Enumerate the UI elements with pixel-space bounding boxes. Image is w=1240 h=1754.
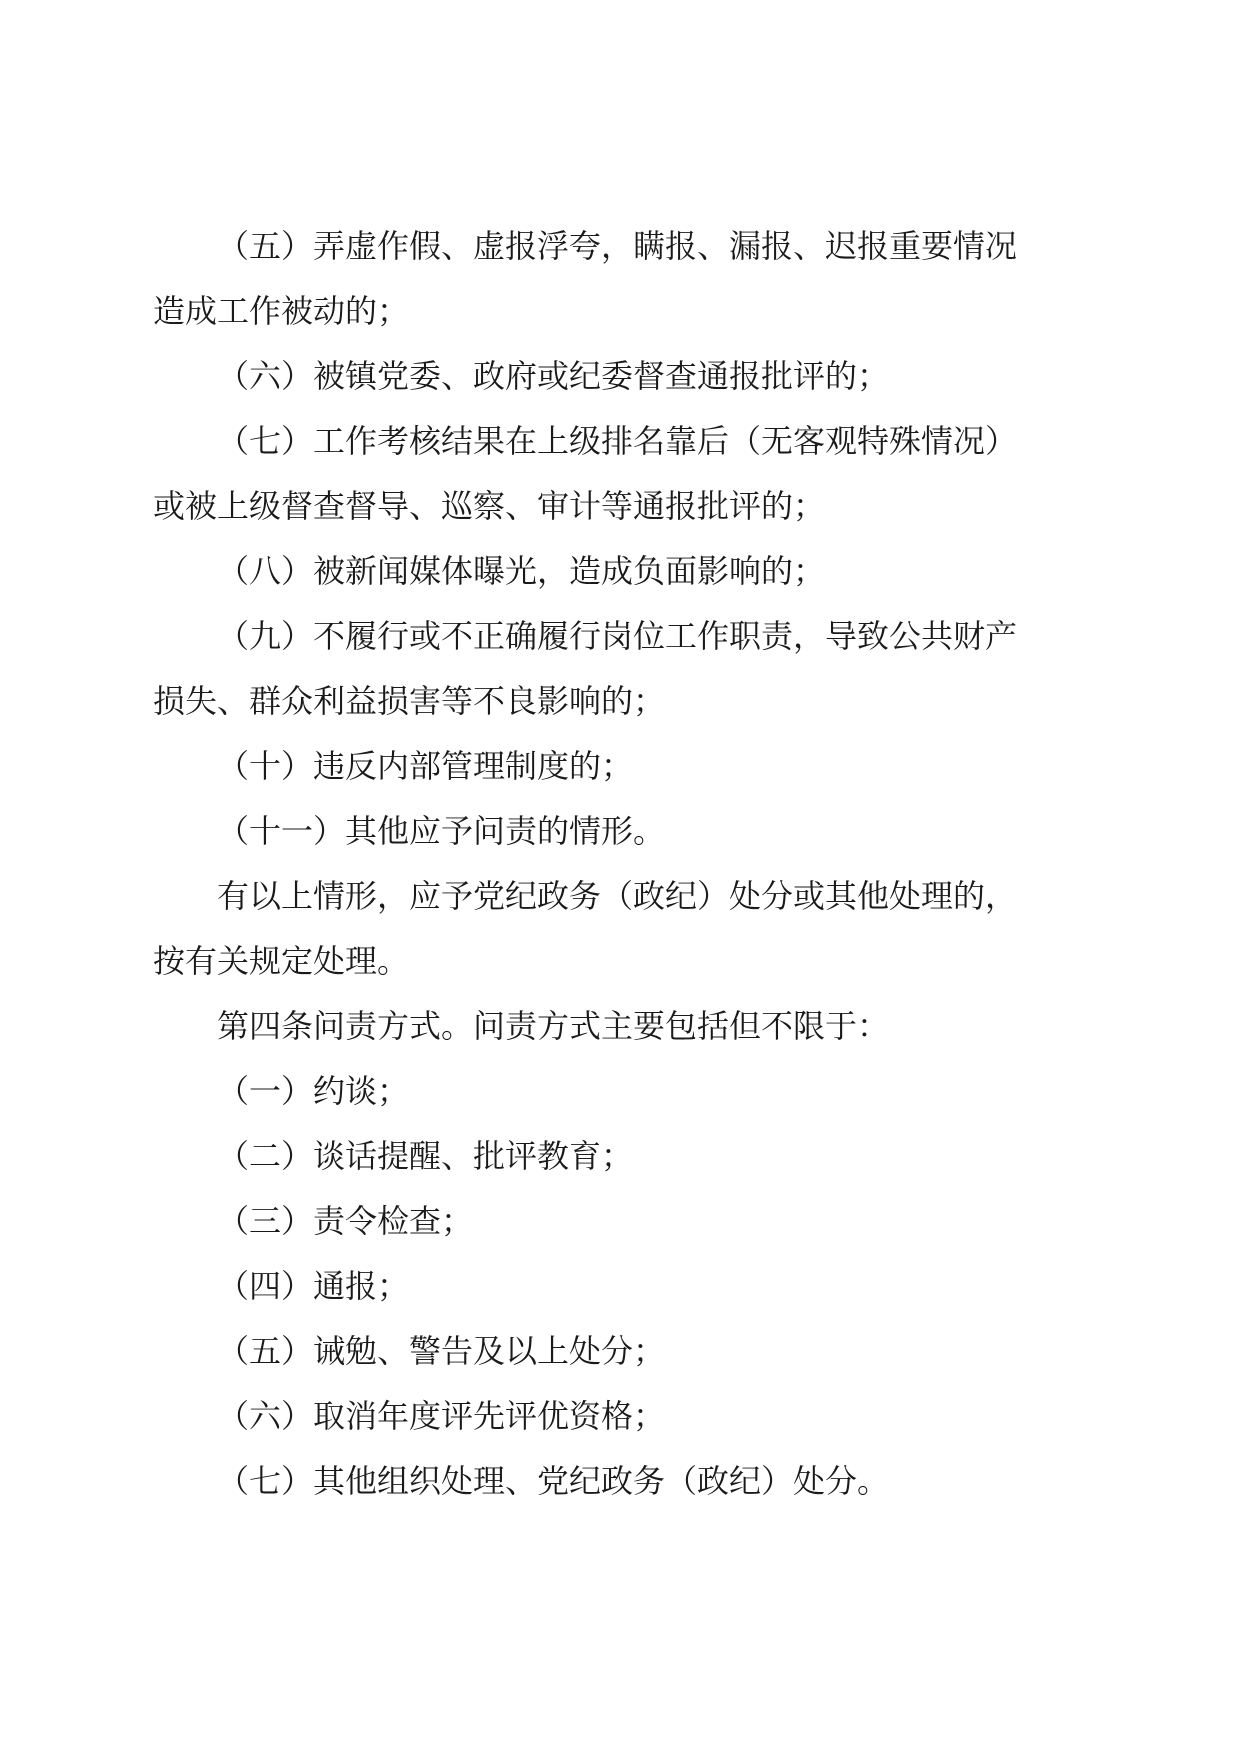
paragraph-line: （十一）其他应予问责的情形。	[217, 812, 666, 850]
paragraph	[153, 344, 1093, 409]
paragraph-line: 或被上级督查督导、巡察、审计等通报批评的；	[153, 487, 826, 525]
paragraph-line: （二）谈话提醒、批评教育；	[217, 1137, 634, 1175]
paragraph-line: （一）约谈；	[217, 1072, 410, 1110]
paragraph	[153, 799, 1093, 864]
paragraph	[153, 734, 1093, 799]
paragraph-line: 有以上情形，应予党纪政务（政纪）处分或其他处理的，	[217, 877, 1018, 915]
paragraph	[153, 214, 1093, 344]
paragraph-line: （三）责令检查；	[217, 1202, 474, 1240]
paragraph	[153, 1449, 1093, 1514]
paragraph-line: （八）被新闻媒体曝光，造成负面影响的；	[217, 552, 826, 590]
paragraph-line: （七）工作考核结果在上级排名靠后（无客观特殊情况）	[217, 422, 1018, 460]
paragraph	[153, 604, 1093, 734]
paragraph-line: 第四条问责方式。问责方式主要包括但不限于：	[217, 1007, 890, 1045]
paragraph-line: （九）不履行或不正确履行岗位工作职责，导致公共财产	[217, 617, 1018, 655]
paragraph	[153, 539, 1093, 604]
paragraph-line: （十）违反内部管理制度的；	[217, 747, 634, 785]
paragraph-line: （四）通报；	[217, 1267, 410, 1305]
paragraph	[153, 994, 1093, 1059]
paragraph-line: 造成工作被动的；	[153, 292, 410, 330]
paragraph-line: 损失、群众利益损害等不良影响的；	[153, 682, 666, 720]
paragraph-line: （六）被镇党委、政府或纪委督查通报批评的；	[217, 357, 890, 395]
paragraph	[153, 1059, 1093, 1124]
paragraph	[153, 1189, 1093, 1254]
paragraph	[153, 1254, 1093, 1319]
paragraph	[153, 1384, 1093, 1449]
paragraph-line: （六）取消年度评先评优资格；	[217, 1397, 666, 1435]
paragraph	[153, 864, 1093, 994]
paragraph	[153, 1319, 1093, 1384]
paragraph-line: 按有关规定处理。	[153, 942, 410, 980]
paragraph-line: （七）其他组织处理、党纪政务（政纪）处分。	[217, 1462, 890, 1500]
paragraph	[153, 1124, 1093, 1189]
paragraph-line: （五）弄虚作假、虚报浮夸，瞒报、漏报、迟报重要情况	[217, 227, 1018, 265]
document-body	[153, 214, 1093, 1514]
paragraph-line: （五）诫勉、警告及以上处分；	[217, 1332, 666, 1370]
paragraph	[153, 409, 1093, 539]
